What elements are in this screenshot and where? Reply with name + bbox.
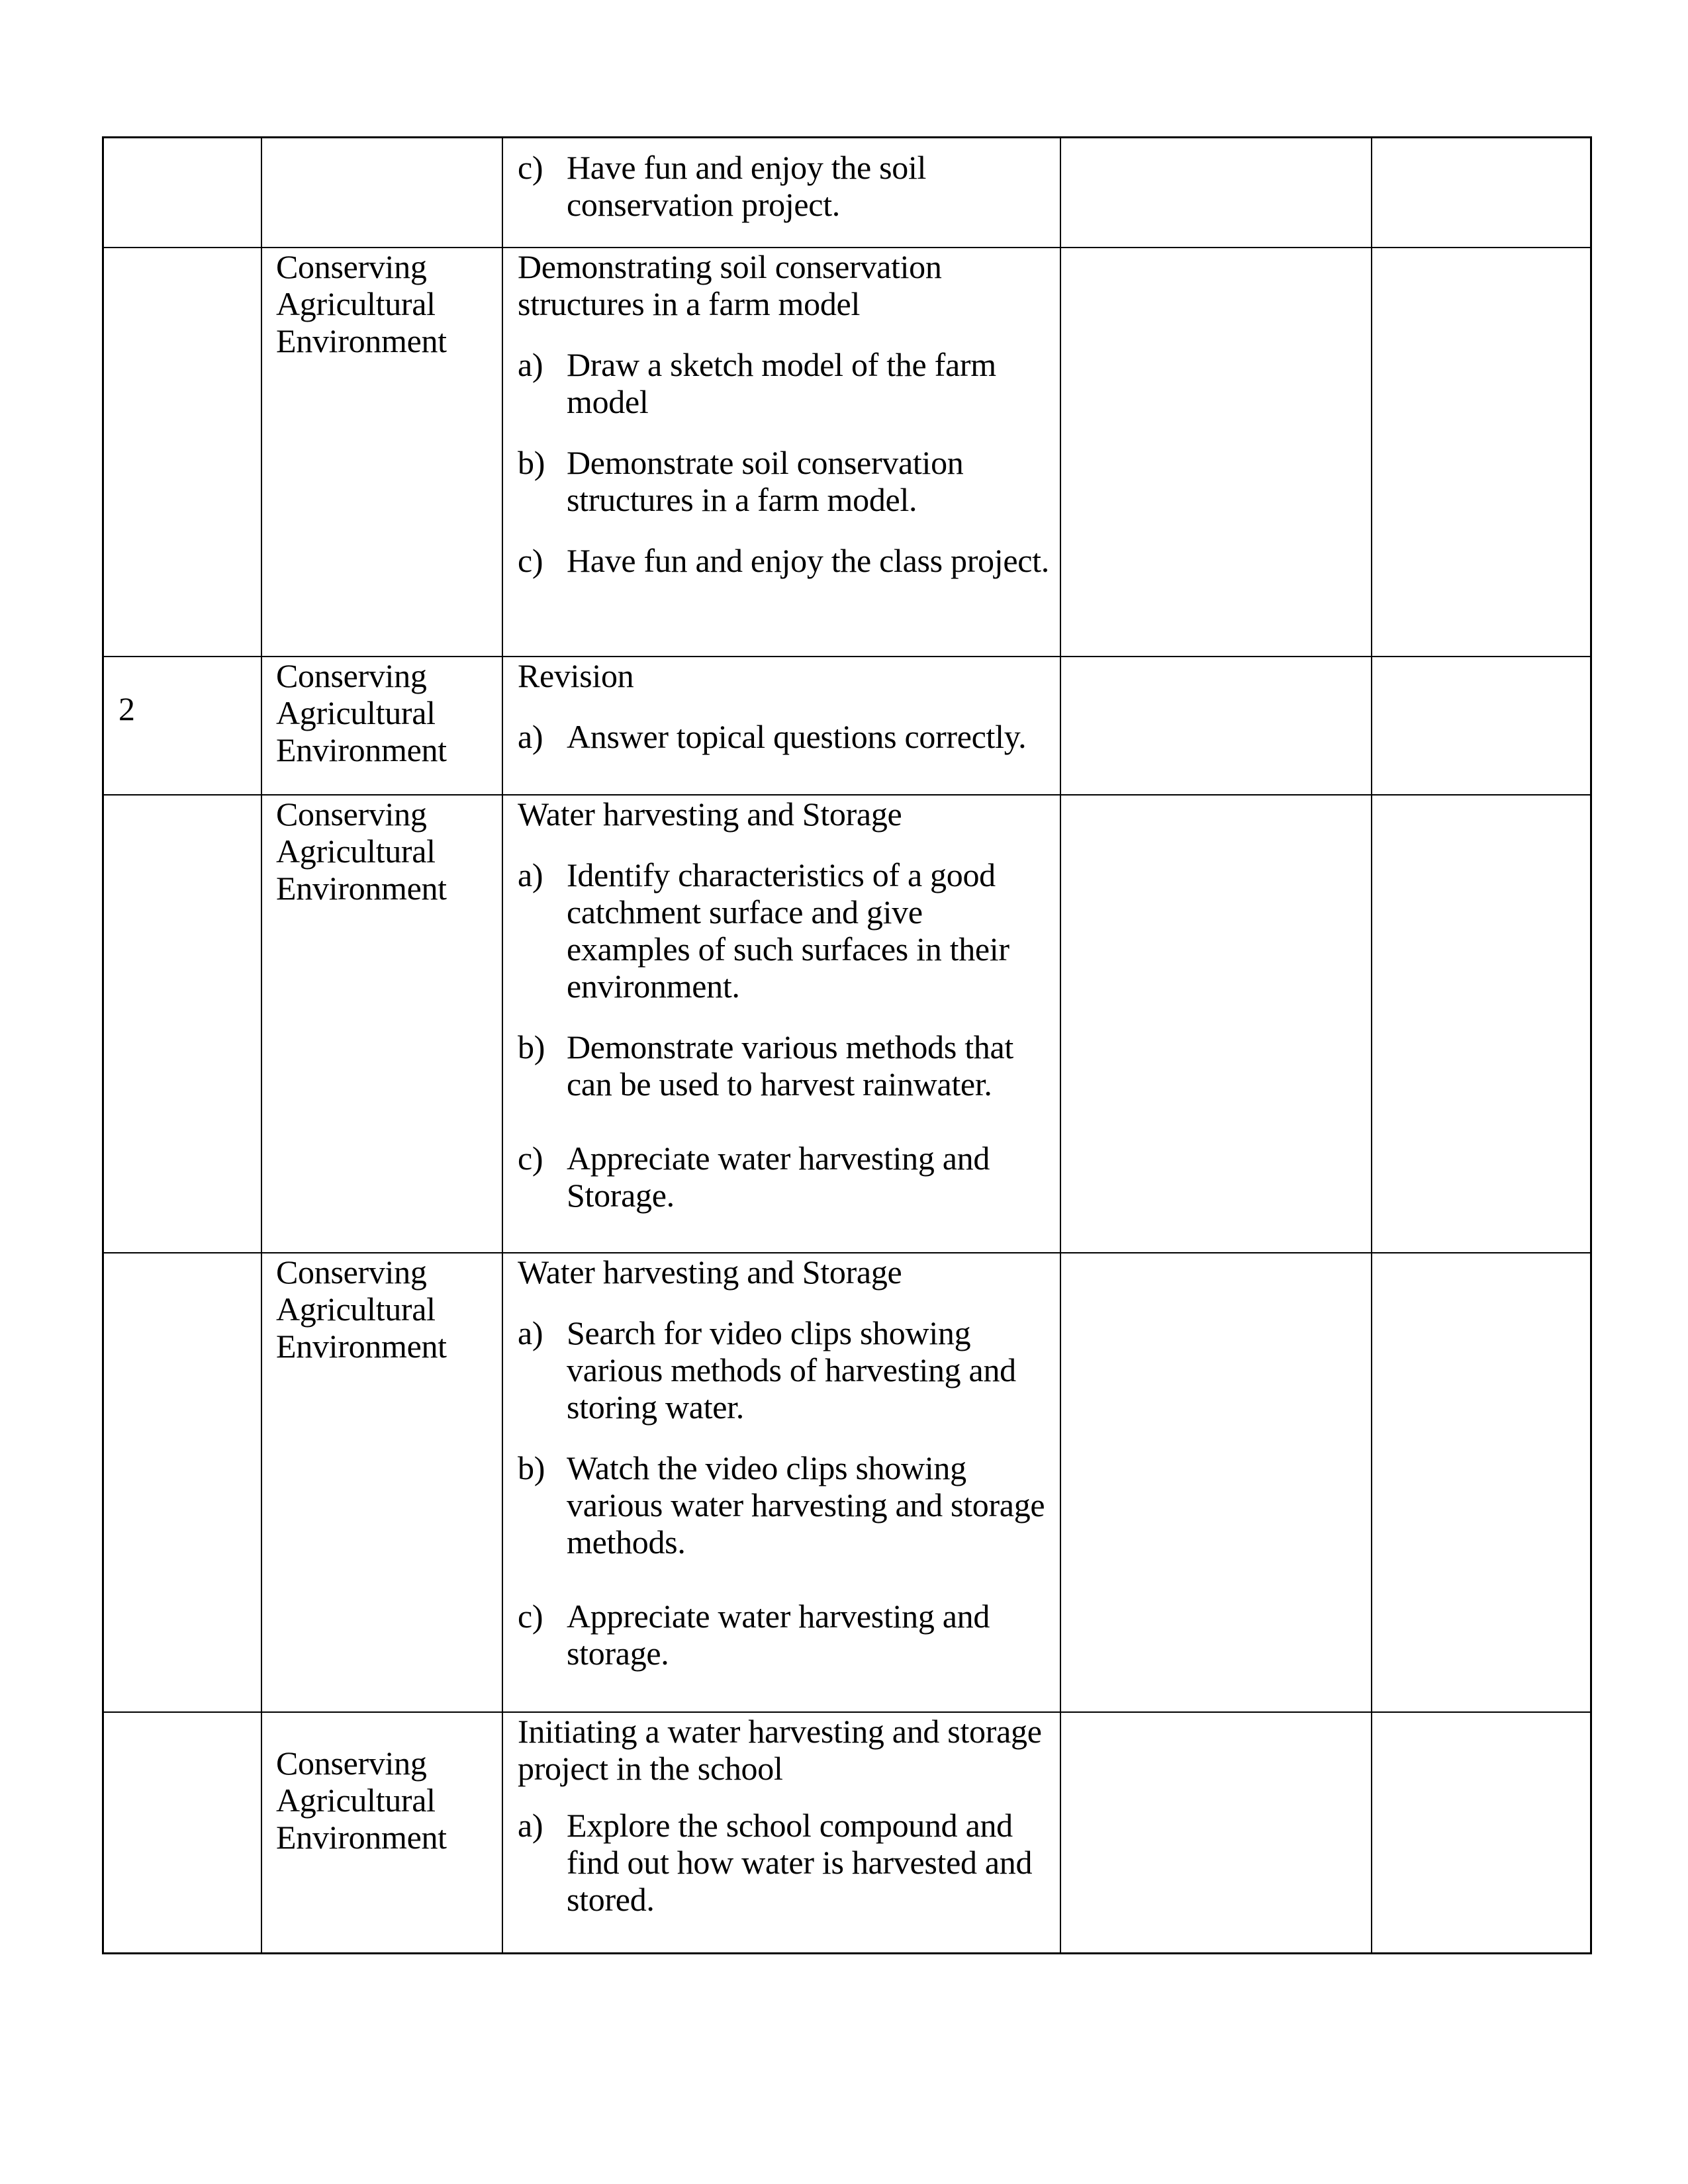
outcome-item <box>518 1807 1054 1918</box>
outcome-item <box>518 1449 1054 1561</box>
empty-cell <box>1371 1253 1594 1711</box>
item-label: b) <box>518 444 545 481</box>
empty-cell <box>1371 138 1594 249</box>
table-row <box>104 138 1590 249</box>
strand-cell <box>261 1713 502 1954</box>
empty-cell <box>1371 657 1594 794</box>
week-cell <box>104 1713 261 1954</box>
item-text: Answer topical questions correctly. <box>567 718 1027 755</box>
item-label: b) <box>518 1028 545 1066</box>
table-row <box>104 1252 1590 1711</box>
item-text: Watch the video clips showing various water harvesting and storage methods. <box>567 1449 1045 1561</box>
week-cell <box>104 138 261 249</box>
item-label: c) <box>518 1140 543 1177</box>
outcome-item <box>518 718 1054 755</box>
empty-cell <box>1060 1713 1371 1954</box>
week-cell <box>104 1253 261 1711</box>
week-cell <box>104 796 261 1252</box>
table-row <box>104 794 1590 1252</box>
item-text: Have fun and enjoy the class project. <box>567 542 1049 579</box>
strand-text: Conserving Agricultural Environment <box>276 1745 447 1856</box>
outcome-heading: Demonstrating soil conservation structures in a farm model <box>518 248 942 322</box>
item-label: c) <box>518 542 543 579</box>
strand-text: Conserving Agricultural Environment <box>276 248 447 359</box>
empty-cell <box>1371 1713 1594 1954</box>
item-label: a) <box>518 1807 543 1844</box>
empty-cell <box>1371 796 1594 1252</box>
strand-cell <box>261 796 502 1252</box>
item-text: Appreciate water harvesting and Storage. <box>567 1140 990 1214</box>
strand-cell <box>261 138 502 249</box>
outcome-heading: Initiating a water harvesting and storage project in the school <box>518 1713 1042 1787</box>
learning-outcomes-cell <box>502 248 1060 656</box>
strand-text: Conserving Agricultural Environment <box>276 657 447 768</box>
item-text: Search for video clips showing various methods of harvesting and storing water. <box>567 1314 1016 1426</box>
week-number: 2 <box>118 690 135 727</box>
outcome-item <box>518 1598 1054 1672</box>
item-text: Have fun and enjoy the soil conservation project. <box>567 149 927 223</box>
strand-cell <box>261 1253 502 1711</box>
empty-cell <box>1060 248 1371 656</box>
outcome-heading: Water harvesting and Storage <box>518 796 902 833</box>
item-text: Draw a sketch model of the farm model <box>567 346 996 420</box>
item-text: Appreciate water harvesting and storage. <box>567 1598 990 1672</box>
learning-outcomes-cell <box>502 796 1060 1252</box>
table-row <box>104 247 1590 656</box>
empty-cell <box>1060 796 1371 1252</box>
strand-cell <box>261 657 502 794</box>
learning-outcomes-cell <box>502 1253 1060 1711</box>
item-text: Explore the school compound and find out how water is harvested and stored. <box>567 1807 1033 1918</box>
item-label: b) <box>518 1449 545 1486</box>
item-label: a) <box>518 856 543 893</box>
item-label: c) <box>518 1598 543 1635</box>
outcome-item <box>518 149 1054 223</box>
strand-text: Conserving Agricultural Environment <box>276 1253 447 1365</box>
item-label: a) <box>518 346 543 383</box>
learning-outcomes-cell <box>502 1713 1060 1954</box>
week-cell <box>104 248 261 656</box>
outcome-heading: Water harvesting and Storage <box>518 1253 902 1291</box>
outcome-item <box>518 1140 1054 1214</box>
empty-cell <box>1060 138 1371 249</box>
strand-text: Conserving Agricultural Environment <box>276 796 447 907</box>
learning-outcomes-cell <box>502 138 1060 249</box>
item-label: a) <box>518 718 543 755</box>
outcome-item <box>518 1314 1054 1426</box>
outcome-heading: Revision <box>518 657 634 694</box>
outcome-item <box>518 1028 1054 1103</box>
outcome-item <box>518 346 1054 420</box>
item-label: a) <box>518 1314 543 1351</box>
item-text: Demonstrate various methods that can be used to harvest rainwater. <box>567 1028 1013 1103</box>
empty-cell <box>1060 1253 1371 1711</box>
strand-cell <box>261 248 502 656</box>
scheme-of-work-table <box>102 136 1592 1954</box>
table-row <box>104 656 1590 794</box>
outcome-item <box>518 542 1054 579</box>
item-text: Identify characteristics of a good catchment surface and give examples of such surfaces in their environment. <box>567 856 1009 1005</box>
outcome-item <box>518 856 1054 1005</box>
empty-cell <box>1371 248 1594 656</box>
table-row <box>104 1711 1590 1954</box>
outcome-item <box>518 444 1054 518</box>
item-text: Demonstrate soil conservation structures in a farm model. <box>567 444 964 518</box>
week-cell <box>104 657 261 794</box>
learning-outcomes-cell <box>502 657 1060 794</box>
empty-cell <box>1060 657 1371 794</box>
item-label: c) <box>518 149 543 186</box>
